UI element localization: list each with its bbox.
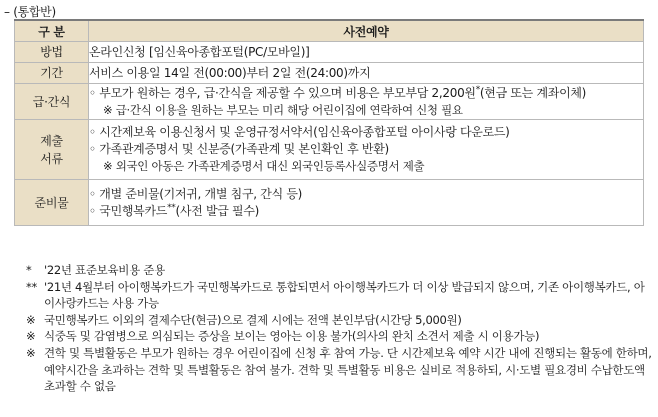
row-content-method: 온라인신청 [임신육아종합포털(PC/모바일)] xyxy=(89,42,644,63)
meal-bullet: ◦ 부모가 원하는 경우, 급·간식을 제공할 수 있으며 비용은 부모부담 2,200원*(현금 또는 계좌이체) xyxy=(89,85,643,102)
row-label-docs: 제출 서류 xyxy=(15,120,89,180)
row-label-meal: 급·간식 xyxy=(15,84,89,120)
footnote-marker: ** xyxy=(167,202,176,213)
row-label-method: 방법 xyxy=(15,42,89,63)
table-header-row xyxy=(15,20,644,42)
footnote: ※ 국민행복카드 이외의 결제수단(현금)으로 결제 시에는 전액 본인부담(시간당 5,000원) xyxy=(26,312,462,327)
row-content-period: 서비스 이용일 14일 전(00:00)부터 2일 전(24:00)까지 xyxy=(89,63,644,84)
footnote-marker: * xyxy=(475,84,480,95)
row-content-supplies xyxy=(89,180,644,226)
section-heading: – (통합반) xyxy=(4,5,56,19)
header-category: 구 분 xyxy=(15,20,89,42)
header-reservation: 사전예약 xyxy=(89,20,644,42)
footnote: ※ 견학 및 특별활동은 부모가 원하는 경우 어린이집에 신청 후 참여 가능. 단 시간제보육 예약 시간 내에 진행되는 활동에 한하며, 예약시간을 초과하는 견학 및 특별활동은 참여 불가. 견학 및 특별활동 비용은 실비로 적용하되, 시·도별 필요경비 수납한도액 초과할 수 없음 xyxy=(26,345,652,394)
footnote: ** '21년 4월부터 아이행복카드가 국민행복카드로 통합되면서 아이행복카드가 더 이상 발급되지 않으며, 기존 아이행복카드, 아이사랑카드는 사용 가능 xyxy=(26,279,645,311)
reservation-table xyxy=(14,19,644,226)
footnote: * '22년 표준보육비용 준용 xyxy=(26,263,165,277)
table-row-docs xyxy=(15,120,644,180)
table-row-supplies xyxy=(15,180,644,226)
docs-bullet-2: ◦ 가족관계증명서 및 신분증(가족관계 및 본인확인 후 반환) xyxy=(89,141,643,158)
meal-note: ※ 급·간식 이용을 원하는 부모는 미리 해당 어린이집에 연락하여 신청 필요 xyxy=(103,102,463,117)
docs-note: ※ 외국인 아동은 가족관계증명서 대신 외국인등록사실증명서 제출 xyxy=(103,159,425,173)
footnote: ※ 식중독 및 감염병으로 의심되는 증상을 보이는 영아는 이용 불가(의사의 완치 소견서 제출 시 이용가능) xyxy=(26,329,540,344)
table-row-meal xyxy=(15,84,644,120)
footnotes xyxy=(26,262,652,395)
row-label-supplies: 준비물 xyxy=(15,180,89,226)
table-row-method xyxy=(15,42,644,63)
supplies-bullet-2: ◦ 국민행복카드**(사전 발급 필수) xyxy=(89,203,643,220)
table-row-period xyxy=(15,63,644,84)
supplies-bullet-1: ◦ 개별 준비물(기저귀, 개별 침구, 간식 등) xyxy=(89,186,643,203)
row-label-period: 기간 xyxy=(15,63,89,84)
docs-bullet-1: ◦ 시간제보육 이용신청서 및 운영규정서약서(임신육아종합포털 아이사랑 다운로드) xyxy=(89,124,643,141)
row-content-meal xyxy=(89,84,644,120)
row-content-docs xyxy=(89,120,644,180)
